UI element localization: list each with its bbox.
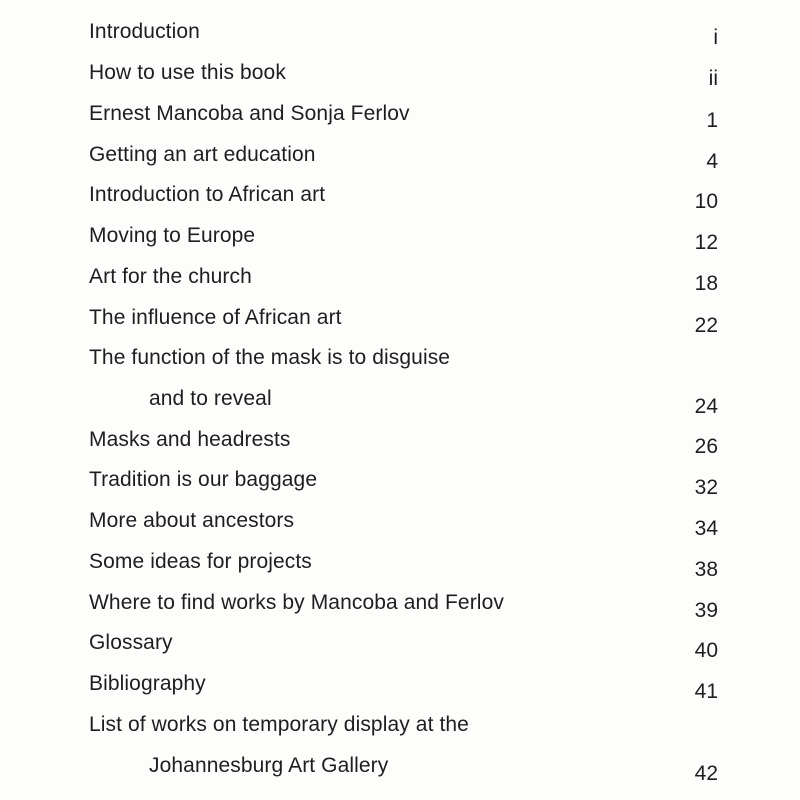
toc-entry-title: Where to find works by Mancoba and Ferlov <box>89 591 504 614</box>
toc-entry-title: Some ideas for projects <box>89 550 312 573</box>
toc-entry <box>0 712 800 794</box>
toc-entry-title: Getting an art education <box>89 143 316 166</box>
toc-entry-page: 41 <box>694 680 718 703</box>
toc-entry-title: Moving to Europe <box>89 224 256 247</box>
toc-entry-page: 18 <box>694 272 718 295</box>
toc-entry <box>0 630 800 670</box>
toc-entry <box>0 264 800 304</box>
toc-entry-page: 26 <box>694 435 718 458</box>
toc-entry <box>0 590 800 630</box>
toc-entry <box>0 549 800 589</box>
toc-entry-title: Art for the church <box>89 265 252 288</box>
toc-entry-page: 39 <box>694 599 718 622</box>
toc-entry-page: 12 <box>694 231 718 254</box>
toc-entry-title-continuation: Johannesburg Art Gallery <box>149 754 389 777</box>
toc-entry-page: ii <box>708 67 718 90</box>
toc-entry-page: 40 <box>694 639 718 662</box>
toc-entry-title-continuation: and to reveal <box>149 387 272 410</box>
toc-entry-page: 42 <box>694 762 718 785</box>
toc-entry <box>0 19 800 59</box>
toc-entry-title: Introduction <box>89 20 200 43</box>
toc-entry <box>0 101 800 141</box>
toc-entry-title: The influence of African art <box>89 306 342 329</box>
toc-entry-page: 34 <box>694 517 718 540</box>
toc-entry-title: How to use this book <box>89 61 286 84</box>
toc-entry-title: List of works on temporary display at the <box>89 713 469 736</box>
toc-entry-page: 24 <box>694 395 718 418</box>
toc-entry-title: Bibliography <box>89 672 206 695</box>
toc-entry <box>0 345 800 427</box>
toc-entry-page: 4 <box>706 150 718 173</box>
toc-entry-page: 32 <box>694 476 718 499</box>
toc-entry <box>0 182 800 222</box>
toc-entry-title: More about ancestors <box>89 509 295 532</box>
toc-entry-page: i <box>713 26 718 49</box>
toc-entry-title: Glossary <box>89 631 173 654</box>
toc-entry <box>0 508 800 548</box>
toc-entry-title: Introduction to African art <box>89 183 326 206</box>
toc-entry-title: Masks and headrests <box>89 428 291 451</box>
toc-entry-page: 1 <box>706 109 718 132</box>
toc-entry <box>0 671 800 711</box>
toc-entry-page: 10 <box>694 190 718 213</box>
toc-entry-title: Ernest Mancoba and Sonja Ferlov <box>89 102 410 125</box>
toc-entry <box>0 467 800 507</box>
toc-entry-page: 38 <box>694 558 718 581</box>
toc-entry <box>0 60 800 100</box>
toc-entry-page: 22 <box>694 314 718 337</box>
toc-entry <box>0 142 800 182</box>
toc-entry <box>0 427 800 467</box>
toc-entry-title: Tradition is our baggage <box>89 468 318 491</box>
toc-entry <box>0 223 800 263</box>
toc-entry-title: The function of the mask is to disguise <box>89 346 451 369</box>
toc-entry <box>0 305 800 345</box>
